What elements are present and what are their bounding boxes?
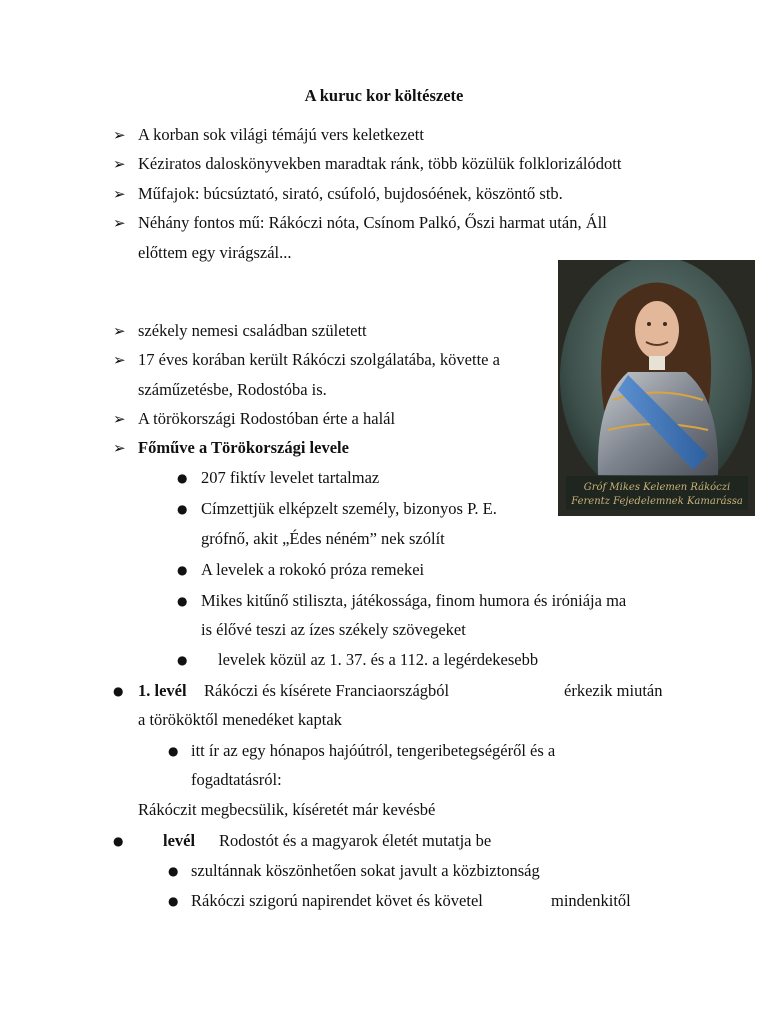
letter2-text: Rodostót és a magyarok életét mutatja be [219,831,492,850]
mikes-bullet-2-cont: száműzetésbe, Rodostóba is. [138,380,327,399]
arrow-bullet-icon: ➢ [113,322,126,340]
letter1-sub-b: fogadtatásról: [191,770,282,789]
work-point-2-cont: grófnő, akit „Édes néném” nek szólít [201,529,445,548]
intro-bullet-4: Néhány fontos mű: Rákóczi nóta, Csínom Palkó, Őszi harmat után, Áll [138,213,607,232]
letter1-label: 1. levél [138,681,187,700]
work-point-4-cont: is élővé teszi az ízes székely szövegeket [201,620,466,639]
arrow-bullet-icon: ➢ [113,410,126,428]
arrow-bullet-icon: ➢ [113,214,126,232]
letter1-text-b: érkezik miután [564,681,663,700]
arrow-bullet-icon: ➢ [113,185,126,203]
dot-bullet-icon: ● [177,594,188,608]
dot-bullet-icon: ● [168,744,179,758]
portrait-image [558,260,755,516]
intro-bullet-4-cont: előttem egy virágszál... [138,243,292,262]
letter1-note: Rákóczit megbecsülik, kíséretét már kevésbé [138,800,436,819]
dot-bullet-icon: ● [168,864,179,878]
letter2-sub-b2: mindenkitől [551,891,631,910]
dot-bullet-icon: ● [168,894,179,908]
letter1-text-c: a törököktől menedéket kaptak [138,710,342,729]
letter2-sub-a: szultánnak köszönhetően sokat javult a közbiztonság [191,861,540,880]
intro-bullet-2: Kéziratos daloskönyvekben maradtak ránk, több közülük folklorizálódott [138,154,622,173]
dot-bullet-icon: ● [113,684,124,698]
work-point-3: A levelek a rokokó próza remekei [201,560,425,579]
main-work-heading: Főműve a Törökországi levele [138,438,349,457]
portrait-painting [558,260,755,516]
letter1-sub-a: itt ír az egy hónapos hajóútról, tengeribetegségéről és a [191,741,556,760]
page-title: A kuruc kor költészete [304,86,464,105]
arrow-bullet-icon: ➢ [113,155,126,173]
mikes-bullet-3: A törökországi Rodostóban érte a halál [138,409,396,428]
letter1-text-a: Rákóczi és kísérete Franciaországból [204,681,450,700]
intro-bullet-3: Műfajok: búcsúztató, sirató, csúfoló, bujdosóének, köszöntő stb. [138,184,563,203]
mikes-bullet-2: 17 éves korában került Rákóczi szolgálatába, követte a [138,350,500,369]
dot-bullet-icon: ● [177,563,188,577]
work-point-2: Címzettjük elképzelt személy, bizonyos P. E. [201,499,497,518]
dot-bullet-icon: ● [113,834,124,848]
intro-bullet-1: A korban sok világi témájú vers keletkezett [138,125,424,144]
mikes-bullet-1: székely nemesi családban született [138,321,367,340]
arrow-bullet-icon: ➢ [113,126,126,144]
dot-bullet-icon: ● [177,502,188,516]
work-point-4: Mikes kitűnő stiliszta, játékossága, finom humora és iróniája ma [201,591,627,610]
arrow-bullet-icon: ➢ [113,439,126,457]
letter2-label: levél [163,831,196,850]
arrow-bullet-icon: ➢ [113,351,126,369]
portrait-caption-2: Ferentz Fejedelemnek Kamarássa [571,496,743,507]
dot-bullet-icon: ● [177,471,188,485]
work-point-1: 207 fiktív levelet tartalmaz [201,468,380,487]
letter2-sub-b1: Rákóczi szigorú napirendet követ és követel [191,891,483,910]
portrait-caption-1: Gróf Mikes Kelemen Rákóczi [583,482,731,493]
work-point-5: levelek közül az 1. 37. és a 112. a legérdekesebb [218,650,539,669]
dot-bullet-icon: ● [177,653,188,667]
